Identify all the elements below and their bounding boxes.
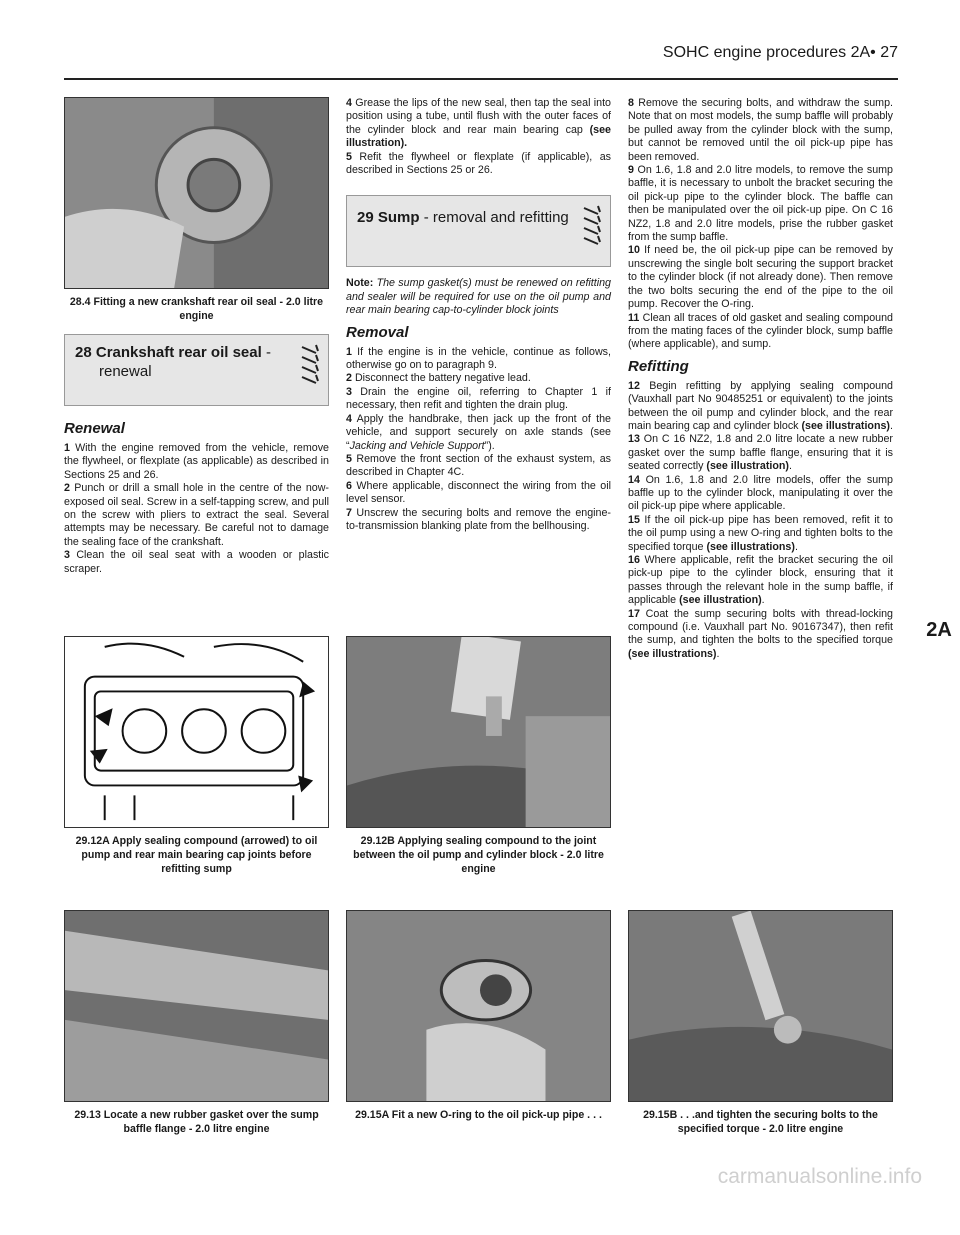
figure-29-12b-photo: [346, 636, 611, 828]
column-3-text: [628, 97, 893, 661]
para-28-3: 3 Clean the oil seal seat with a wooden or plastic scraper.: [64, 549, 329, 575]
baffle-gasket-photo: [65, 911, 328, 1101]
figure-28-4-caption: 28.4 Fitting a new crankshaft rear oil seal - 2.0 litre engine: [69, 296, 324, 322]
section-29-title: Sump: [377, 209, 420, 227]
para-29-9: 9 On 1.6, 1.8 and 2.0 litre models, to remove the sump baffle, it is necessary to unbolt the bracket securing the oil pick-up pipe to the cylinder block. The baffle can then be manipulated over the oil pick-up pipe. On C 16 NZ2, 1.8 and 2.0 litre models, prise the rubber gasket from the sump baffle.: [628, 164, 893, 244]
para-29-10: 10 If need be, the oil pick-up pipe can be removed by unscrewing the single bolt securing the support bracket to the cylinder block (if not already done). Then remove the two bolts securing the end of the pipe to the oil pump. Recover the O-ring.: [628, 244, 893, 311]
figure-29-15a-caption: 29.15A Fit a new O-ring to the oil pick-up pipe . . .: [355, 1109, 602, 1121]
section-28-title: Crankshaft rear oil seal: [95, 344, 262, 361]
torque-wrench-photo: [629, 911, 892, 1101]
compound-tube-photo: [347, 637, 610, 827]
para-number: 5: [346, 150, 352, 163]
para-29-6: 6 Where applicable, disconnect the wiring from the oil level sensor.: [346, 479, 611, 506]
section-29-suffix: - removal and refitting: [419, 209, 569, 227]
figure-29-15a-photo: [346, 910, 611, 1102]
para-28-1: 1 With the engine removed from the vehicle, remove the flywheel, or flexplate (as applicable) as described in Sections 25 and 26.: [64, 442, 329, 481]
para-29-13: 13 On C 16 NZ2, 1.8 and 2.0 litre locate a new rubber gasket over the sump baffle flange, ensuring that it is seated correctly (see illustration).: [628, 433, 893, 473]
section-28-title-line2: renewal: [99, 363, 152, 380]
para-29-16: 16 Where applicable, refit the bracket securing the oil pick-up pipe to the cylinder block, ensuring that it passes through the relevant hole in the sump baffle, if applicable (see illustration).: [628, 554, 893, 607]
para-29-12: 12 Begin refitting by applying sealing compound (Vauxhall part No 90485251 or equivalent) to the joints between the oil pump and cylinder block, and the rear main bearing cap and cylinder block (see illustrations).: [628, 379, 893, 432]
column-2-text: [346, 97, 611, 533]
para-29-8: 8 Remove the securing bolts, and withdraw the sump. Note that on most models, the sump baffle will probably be pulled away from the cylinder block with the sump, but cannot be removed until the oil pick-up pipe has been removed.: [628, 97, 893, 163]
para-29-17: 17 Coat the sump securing bolts with thread-locking compound (i.e. Vauxhall part No. 90167347), then refit the sump, and tighten the bolts to the specified torque (see illustrations).: [628, 607, 893, 660]
figure-29-13-photo: [64, 910, 329, 1102]
figure-29-13-caption: 29.13 Locate a new rubber gasket over the sump baffle flange - 2.0 litre engine: [74, 1109, 319, 1135]
header-rule: [64, 78, 898, 80]
para-28-4: 4 Grease the lips of the new seal, then tap the seal into position using a tube, until flush with the outer faces of the cylinder block and rear main bearing cap (see illustration).: [346, 97, 611, 150]
para-number: 1: [64, 442, 70, 454]
para-29-14: 14 On 1.6, 1.8 and 2.0 litre models, offer the sump baffle up to the cylinder block, manipulating it over the oil pick-up pipe where applicable.: [628, 473, 893, 513]
para-number: 3: [64, 549, 70, 562]
para-29-2: 2 Disconnect the battery negative lead.: [346, 372, 531, 385]
section-28-suffix: -: [261, 344, 271, 361]
section-29-number: 29: [357, 209, 374, 227]
para-29-7: 7 Unscrew the securing bolts and remove the engine-to-transmission blanking plate from the bellhousing.: [346, 506, 611, 532]
para-number: 2: [64, 482, 70, 495]
difficulty-spanner-icon: [580, 204, 602, 258]
para-29-3: 3 Drain the engine oil, referring to Chapter 1 if necessary, then refit and tighten the drain plug.: [346, 385, 611, 412]
para-29-15: 15 If the oil pick-up pipe has been removed, refit it to the oil pump using a new O-ring and tighten bolts to the specified torque (see illustrations).: [628, 513, 893, 553]
page-title: SOHC engine procedures 2A• 27: [662, 44, 898, 61]
para-29-4: 4 Apply the handbrake, then jack up the front of the vehicle, and support securely on axle stands (see “Jacking and Vehicle Support”).: [346, 412, 611, 452]
sump-joint-drawing: [65, 637, 328, 827]
page-header: [0, 40, 960, 64]
para-29-1: 1 If the engine is in the vehicle, continue as follows, otherwise go on to paragraph 9.: [346, 345, 611, 372]
oring-photo: [347, 911, 610, 1101]
figure-28-4-photo: [64, 97, 329, 289]
section-28-header: [64, 334, 329, 406]
section-29-header: [346, 195, 611, 267]
seal-photo-drawing: [65, 98, 328, 288]
para-28-5: 5 Refit the flywheel or flexplate (if applicable), as described in Sections 25 or 26.: [346, 150, 611, 177]
figure-29-15b-caption: 29.15B . . .and tighten the securing bolts to the specified torque - 2.0 litre engine: [643, 1109, 878, 1135]
para-number: 4: [346, 97, 352, 109]
watermark-text: carmanualsonline.info: [717, 1165, 922, 1188]
chapter-tab: 2A: [918, 607, 960, 653]
figure-29-15b-photo: [628, 910, 893, 1102]
figure-29-12b-caption: 29.12B Applying sealing compound to the joint between the oil pump and cylinder block - 2.0 litre engine: [353, 835, 604, 875]
section-28-number: 28: [75, 344, 92, 361]
removal-heading: Removal: [346, 323, 409, 341]
figure-29-12a-caption: 29.12A Apply sealing compound (arrowed) to oil pump and rear main bearing cap joints before refitting sump: [75, 835, 318, 875]
refitting-heading: Refitting: [628, 357, 689, 375]
para-28-2: 2 Punch or drill a small hole in the centre of the now-exposed oil seal. Screw in a self-tapping screw, and pull on the screw with pliers to extract the seal. Several attempts may be necessary. Be careful not to damage the sealing face of the crankshaft.: [64, 482, 329, 548]
difficulty-spanner-icon: [298, 343, 320, 397]
section-29-note: Note: The sump gasket(s) must be renewed on refitting and sealer will be required for use on the oil pump and rear main bearing cap-to-cylinder block joints: [346, 277, 611, 317]
renewal-heading: Renewal: [64, 420, 125, 437]
figure-29-12a-drawing: [64, 636, 329, 828]
para-29-5: 5 Remove the front section of the exhaust system, as described in Chapter 4C.: [346, 452, 611, 479]
column-1-text: [64, 414, 329, 576]
para-29-11: 11 Clean all traces of old gasket and sealing compound from the mating faces of the cylinder block, sump baffle (where applicable), and sump.: [628, 311, 893, 351]
